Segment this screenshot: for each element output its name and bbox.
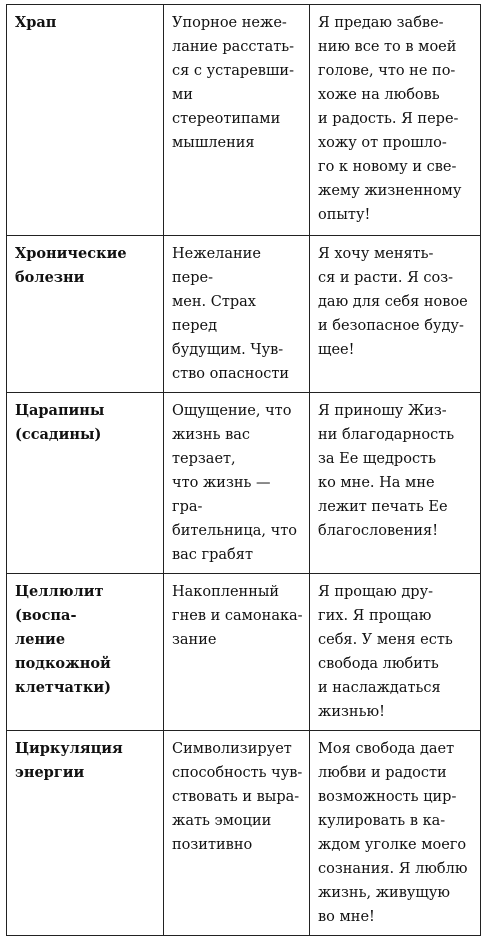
table-row	[7, 236, 481, 393]
affirmation-cell	[310, 574, 481, 731]
cause-cell	[164, 236, 310, 393]
cause-cell	[164, 393, 310, 574]
term-text: Хронические болезни	[15, 245, 127, 286]
term-text: Царапины (ссадины)	[15, 402, 105, 443]
table-row	[7, 574, 481, 731]
affirmation-cell	[310, 5, 481, 236]
cause-text: Накопленный гнев и самонака- зание	[172, 584, 303, 648]
cause-text: Ощущение, что жизнь вас терзает, что жизнь — гра- бительница, что вас грабят	[172, 403, 297, 563]
affirmation-text: Я приношу Жиз- ни благодарность за Ее щедрость ко мне. На мне лежит печать Ее благословения!	[318, 403, 455, 539]
affirmation-text: Я предаю забве- нию все то в моей голове, что не по- хоже на любовь и радость. Я пере- хожу от прошло- го к новому и све- жему жизненному опыту!	[318, 15, 462, 223]
affirmation-cell	[310, 393, 481, 574]
table-row	[7, 393, 481, 574]
term-text: Храп	[15, 14, 57, 31]
cause-cell	[164, 5, 310, 236]
cause-text: Упорное неже- лание расстать- ся с устаревши- ми стереотипами мышления	[172, 15, 295, 151]
affirmations-table	[6, 4, 481, 936]
table-row	[7, 731, 481, 936]
term-cell	[7, 236, 164, 393]
cause-cell	[164, 574, 310, 731]
term-text: Циркуляция энергии	[15, 740, 123, 781]
term-cell	[7, 5, 164, 236]
term-cell	[7, 393, 164, 574]
affirmation-text: Я хочу менять- ся и расти. Я соз- даю для себя новое и безопасное буду- щее!	[318, 246, 468, 358]
term-cell	[7, 731, 164, 936]
term-text: Целлюлит (воспа- ление подкожной клетчатки)	[15, 583, 111, 696]
affirmation-text: Я прощаю дру- гих. Я прощаю себя. У меня есть свобода любить и наслаждаться жизнью!	[318, 584, 453, 720]
term-cell	[7, 574, 164, 731]
cause-cell	[164, 731, 310, 936]
table-row	[7, 5, 481, 236]
cause-text: Нежелание пере- мен. Страх перед будущим. Чув- ство опасности	[172, 246, 290, 382]
affirmation-cell	[310, 731, 481, 936]
cause-text: Символизирует способность чув- ствовать и выра- жать эмоции позитивно	[172, 741, 303, 853]
affirmation-cell	[310, 236, 481, 393]
affirmation-text: Моя свобода дает любви и радости возможность цир- кулировать в ка- ждом уголке моего сознания. Я люблю жизнь, живущую во мне!	[318, 741, 468, 925]
